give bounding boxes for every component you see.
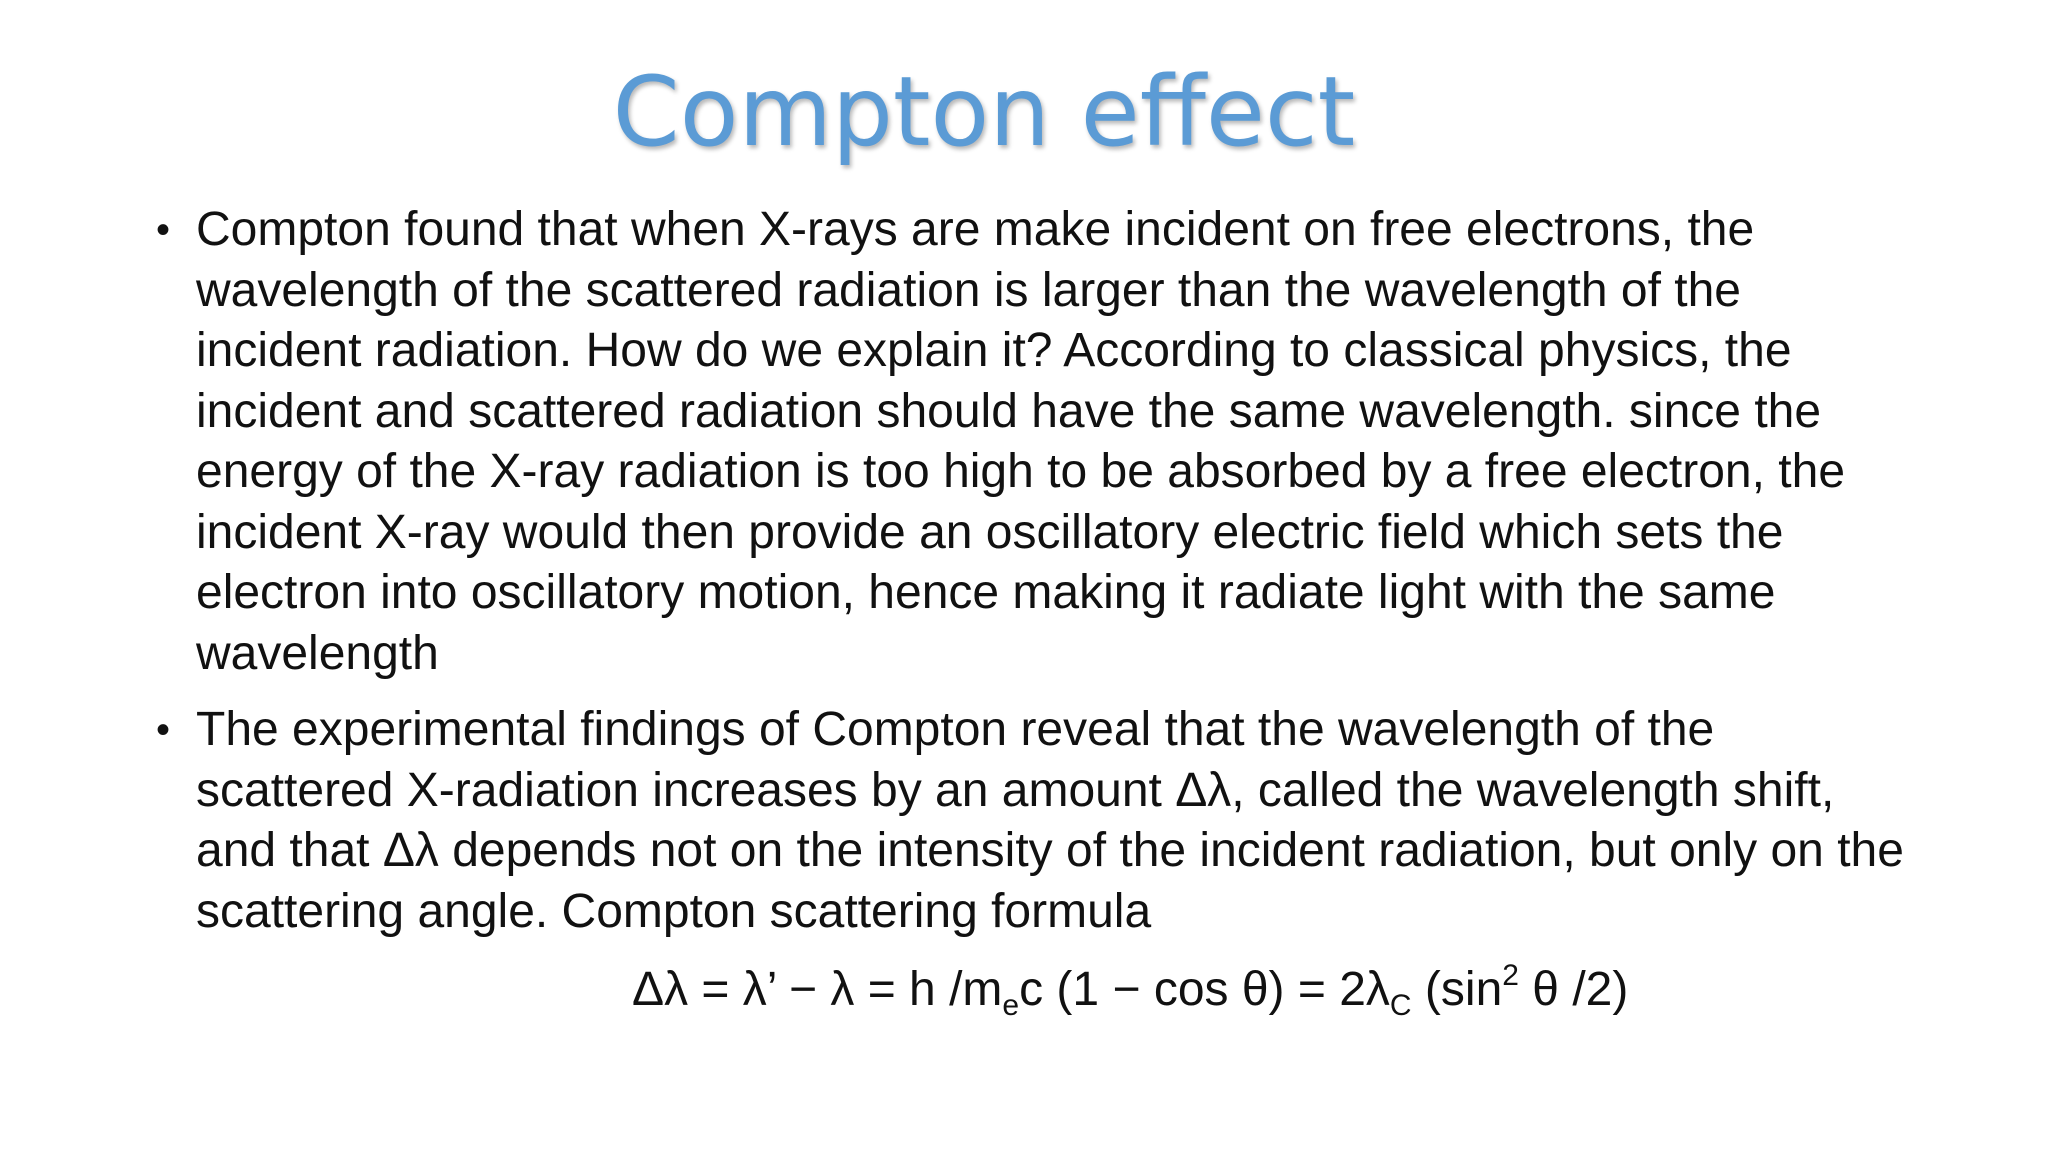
compton-formula — [632, 960, 1628, 1020]
formula-part: c (1 − cos θ) = 2λ — [1019, 963, 1390, 1016]
bullet-item — [150, 700, 1910, 942]
formula-part: Δλ = λ’ − λ = h /m — [632, 963, 1003, 1016]
formula-superscript: 2 — [1502, 959, 1519, 992]
formula-part: θ /2) — [1518, 963, 1629, 1016]
bullet-item — [150, 200, 1910, 684]
formula-part: (sin — [1411, 963, 1503, 1016]
bullet-dot-icon: • — [156, 708, 171, 752]
formula-subscript: C — [1389, 989, 1412, 1022]
slide-title: Compton effect — [612, 56, 1356, 168]
bullet-text: The experimental findings of Compton reveal that the wavelength of the scattered X-radiation increases by an amount Δλ, called the wavelength shift, and that Δλ depends not on the intensity of the incident radiation, but only on the scattering angle. Compton scattering formula — [196, 703, 1904, 938]
formula-subscript: e — [1002, 989, 1020, 1022]
bullet-dot-icon: • — [156, 208, 171, 252]
bullet-list — [150, 200, 1910, 958]
bullet-text: Compton found that when X-rays are make incident on free electrons, the wavelength of the scattered radiation is larger than the wavelength of the incident radiation. How do we explain it? According to classical physics, the incident and scattered radiation should have the same wavelength. since the energy of the X-ray radiation is too high to be absorbed by a free electron, the incident X-ray would then provide an oscillatory electric field which sets the electron into oscillatory motion, hence making it radiate light with the same wavelength — [196, 203, 1846, 680]
